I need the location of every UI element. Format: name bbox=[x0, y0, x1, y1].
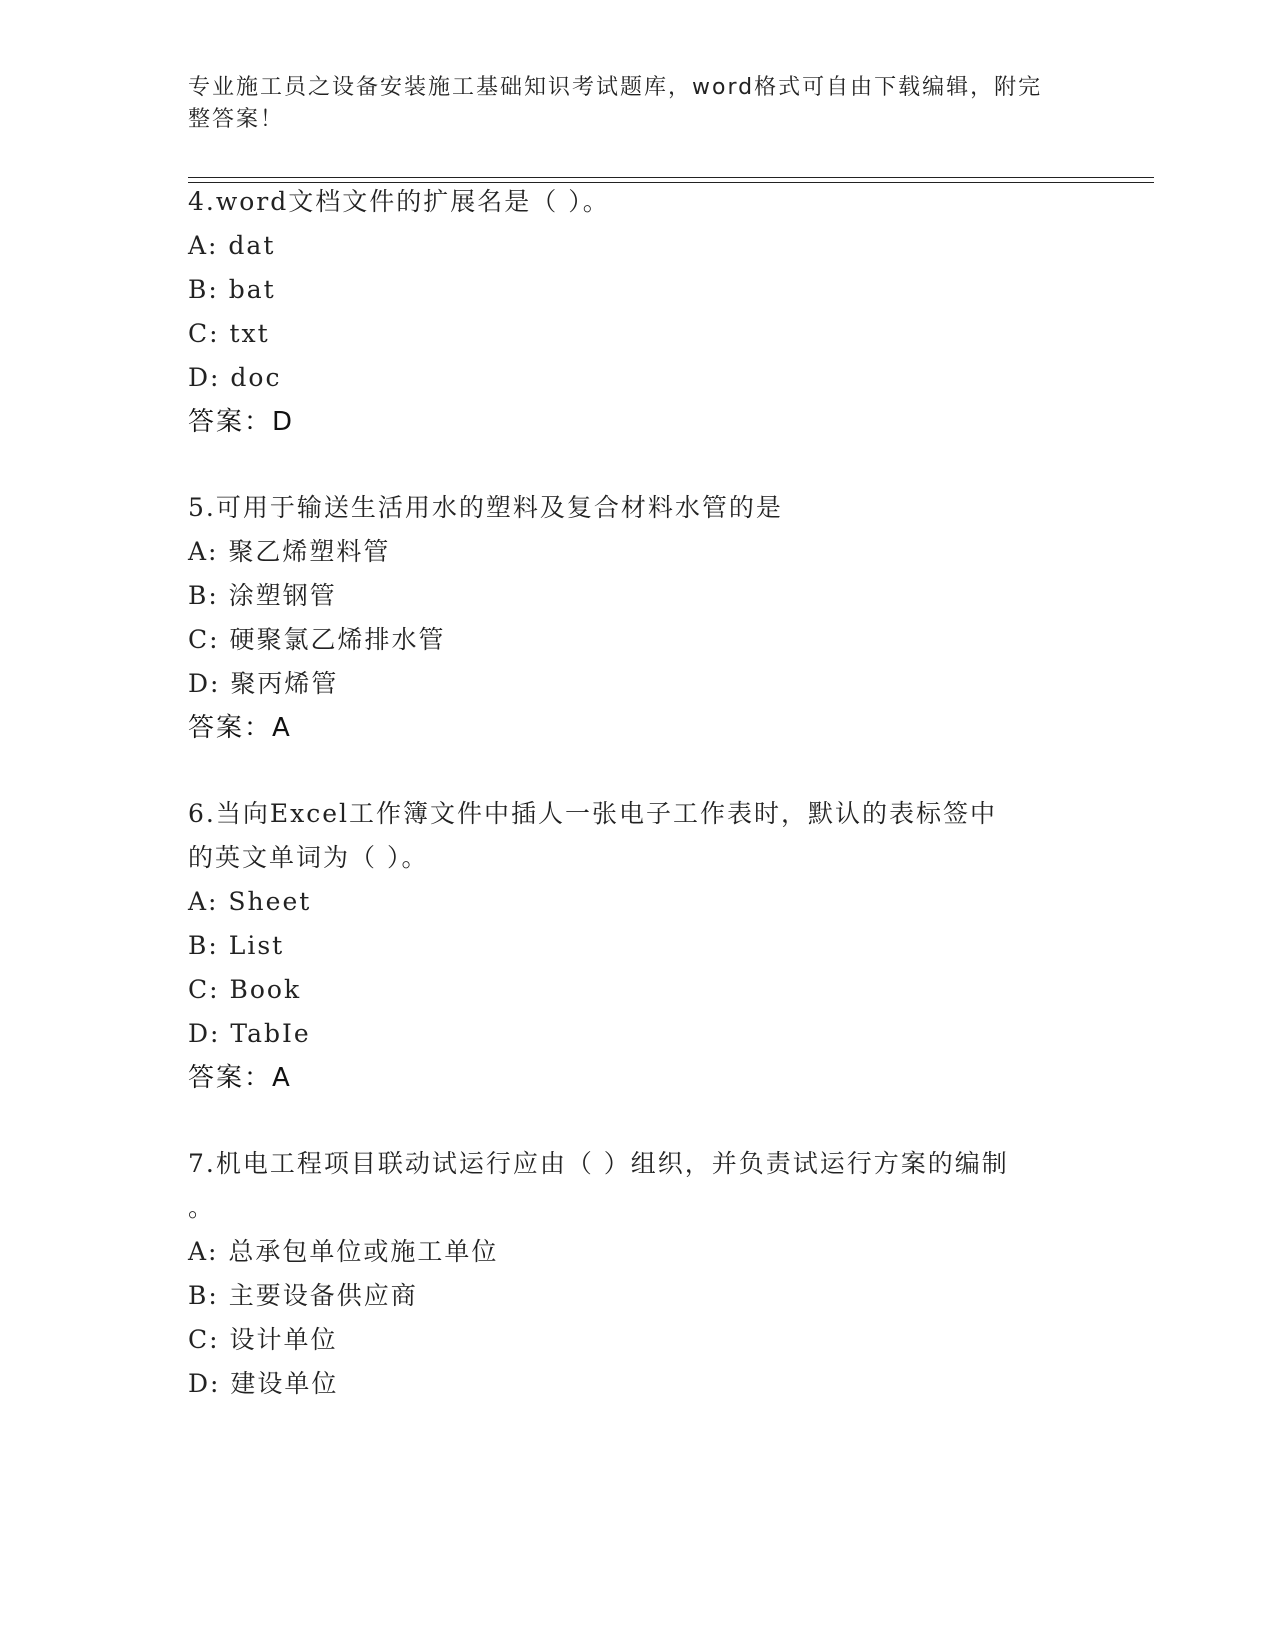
question-6-stem-line-1: 6.当向Excel工作簿文件中插人一张电子工作表时，默认的表标签中 bbox=[188, 799, 997, 828]
question-7-option-c: C: 设计单位 bbox=[188, 1325, 338, 1354]
question-7-option-b: B: 主要设备供应商 bbox=[188, 1281, 418, 1310]
question-6-answer: 答案：A bbox=[188, 1063, 292, 1093]
question-5-answer: 答案：A bbox=[188, 713, 292, 743]
question-5-option-c: C: 硬聚氯乙烯排水管 bbox=[188, 625, 446, 654]
header-line-2: 整答案！ bbox=[188, 107, 285, 132]
question-6-option-b: B: List bbox=[188, 931, 285, 960]
question-6-option-d: D: TabIe bbox=[188, 1019, 311, 1048]
question-7-option-d: D: 建设单位 bbox=[188, 1369, 339, 1398]
question-5-option-d: D: 聚丙烯管 bbox=[188, 669, 339, 698]
question-4-option-a: A: dat bbox=[188, 231, 276, 260]
question-4-option-c: C: txt bbox=[188, 319, 270, 348]
question-7-stem-line-1: 7.机电工程项目联动试运行应由（ ）组织，并负责试运行方案的编制 bbox=[188, 1149, 1009, 1178]
question-4-stem: 4.word文档文件的扩展名是（ ）。 bbox=[188, 187, 610, 216]
question-7-option-a: A: 总承包单位或施工单位 bbox=[188, 1237, 499, 1266]
question-5-option-a: A: 聚乙烯塑料管 bbox=[188, 537, 391, 566]
header-line-1: 专业施工员之设备安装施工基础知识考试题库，word格式可自由下载编辑，附完 bbox=[188, 75, 1043, 100]
question-6-option-a: A: Sheet bbox=[188, 887, 312, 916]
question-4-option-b: B: bat bbox=[188, 275, 276, 304]
header-divider-top bbox=[188, 177, 1154, 178]
document-header bbox=[188, 72, 1068, 136]
question-6-stem-line-2: 的英文单词为（ ）。 bbox=[188, 843, 429, 872]
question-4-answer: 答案：D bbox=[188, 407, 295, 437]
question-5-stem: 5.可用于输送生活用水的塑料及复合材料水管的是 bbox=[188, 493, 783, 522]
question-5-option-b: B: 涂塑钢管 bbox=[188, 581, 337, 610]
question-4-option-d: D: doc bbox=[188, 363, 282, 392]
question-7-stem-line-2: 。 bbox=[188, 1193, 216, 1222]
header-divider-bottom bbox=[188, 182, 1154, 183]
question-6-option-c: C: Book bbox=[188, 975, 302, 1004]
